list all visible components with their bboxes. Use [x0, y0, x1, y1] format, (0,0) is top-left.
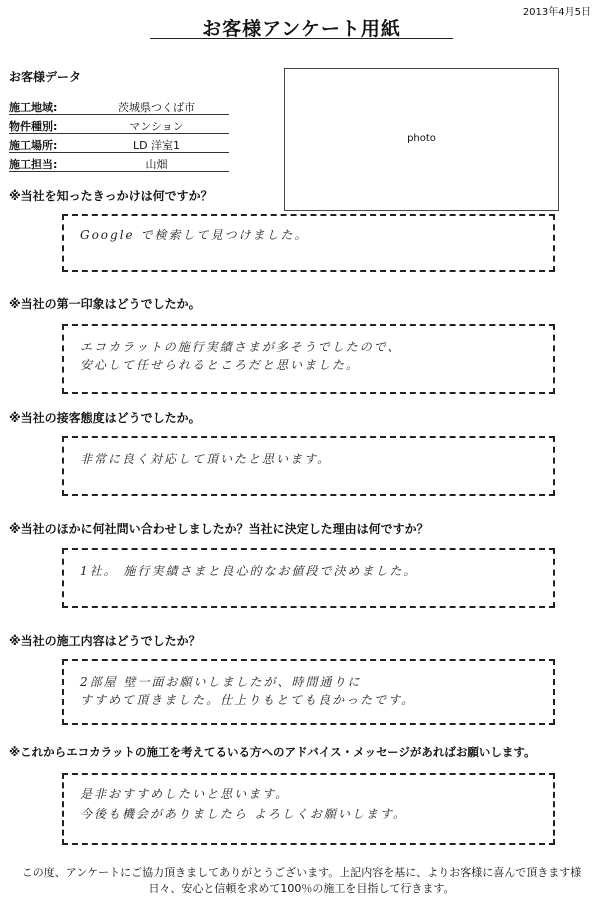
row-label: 物件種別:	[9, 120, 58, 133]
customer-row-staff	[9, 153, 229, 172]
answer-5-line-1: 2部屋 壁一面お願いしましたが、時間通りに	[80, 675, 362, 689]
row-value: 山畑	[145, 158, 168, 171]
question-6: ※これからエコカラットの施工を考えてるいる方へのアドバイス・メッセージがあればお願いします。	[9, 745, 536, 759]
page-title: お客様アンケート用紙	[202, 18, 401, 40]
row-label: 施工地域:	[9, 101, 58, 114]
answer-2-line-1: エコカラットの施行実績さまが多そうでしたので、	[80, 340, 402, 354]
answer-6-line-2: 今後も機会がありましたら よろしくお願いします。	[80, 807, 407, 821]
customer-row-property-type	[9, 115, 229, 134]
question-3: ※当社の接客態度はどうでしたか。	[9, 411, 201, 425]
customer-row-location	[9, 134, 229, 153]
question-1: ※当社を知ったきっかけは何ですか？	[9, 189, 213, 203]
customer-data-heading: お客様データ	[9, 70, 82, 84]
answer-box-6	[62, 773, 555, 845]
answer-3-line-1: 非常に良く対応して頂いたと思います。	[80, 452, 332, 466]
row-value: 茨城県つくば市	[118, 101, 195, 114]
answer-box-1	[62, 214, 555, 272]
answer-6-line-1: 是非おすすめしたいと思います。	[80, 787, 290, 801]
row-label: 施工担当:	[9, 158, 58, 171]
footer-line-1: この度、アンケートにご協力頂きましてありがとうございます。上記内容を基に、よりお客様に喜んで頂きます様	[21, 866, 582, 879]
answer-box-4	[62, 548, 555, 608]
customer-row-area	[9, 96, 229, 115]
answer-4-line-1: 1社。 施行実績さまと良心的なお値段で決めました。	[80, 564, 418, 578]
photo-label: photo	[407, 133, 436, 144]
answer-2-line-2: 安心して任せられるところだと思いました。	[80, 358, 361, 372]
question-5: ※当社の施工内容はどうでしたか？	[9, 634, 201, 648]
answer-box-5	[62, 659, 555, 725]
row-label: 施工場所:	[9, 139, 58, 152]
question-2: ※当社の第一印象はどうでしたか。	[9, 297, 201, 311]
answer-1-line-1: Google で検索して見つけました。	[80, 228, 309, 242]
answer-box-3	[62, 436, 555, 496]
answer-box-2	[62, 324, 555, 394]
question-4: ※当社のほかに何社問い合わせしましたか？当社に決定した理由は何ですか？	[9, 522, 429, 536]
footer-line-2: 日々、安心と信頼を求めて100％の施工を目指して行きます。	[148, 882, 455, 895]
survey-date: 2013年4月5日	[522, 7, 591, 18]
answer-5-line-2: すすめて頂きました。仕上りもとても良かったです。	[80, 693, 416, 707]
title-underline	[150, 38, 453, 39]
photo-placeholder	[284, 68, 559, 211]
row-value: LD 洋室1	[132, 139, 181, 152]
row-value: マンション	[129, 120, 184, 133]
